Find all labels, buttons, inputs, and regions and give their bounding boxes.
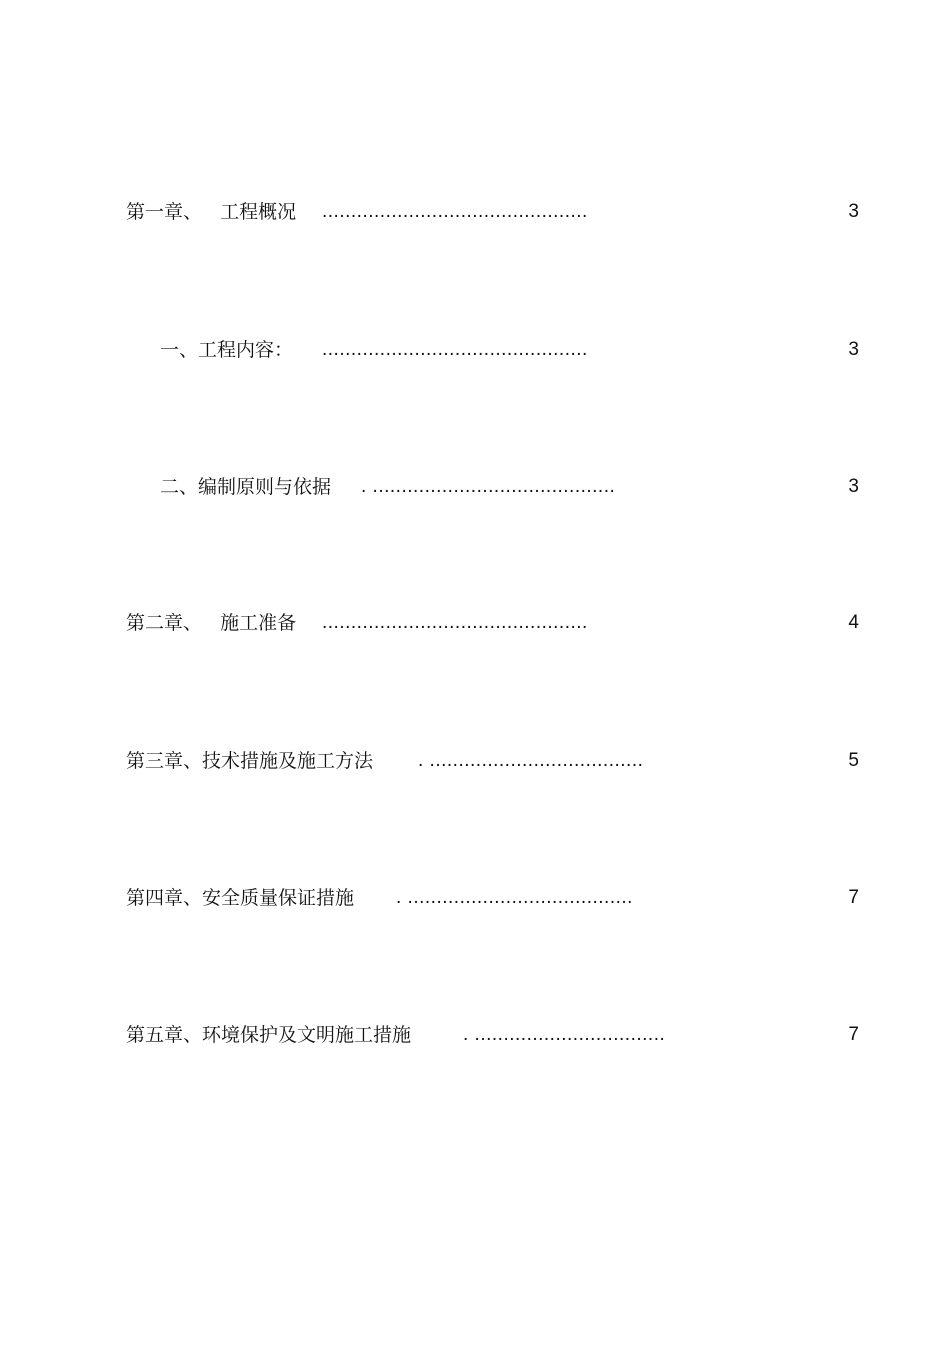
toc-dot-leader: . .....................................	[418, 750, 644, 771]
toc-dot-leader: . .................................	[463, 1024, 666, 1045]
toc-entry-chapter-4[interactable]	[0, 883, 950, 913]
toc-page-number: 7	[848, 1024, 859, 1045]
toc-page-number: 3	[848, 476, 859, 497]
toc-dot-leader: ..............................................	[322, 339, 588, 360]
toc-entry-chapter-5[interactable]	[0, 1020, 950, 1050]
toc-dot-leader: ..............................................	[322, 201, 588, 222]
toc-entry-title: 二、编制原则与依据	[160, 476, 332, 498]
toc-entry-chapter-3[interactable]	[0, 746, 950, 776]
toc-dot-leader: ..............................................	[322, 612, 588, 633]
toc-page-number: 5	[848, 750, 859, 771]
toc-page-number: 3	[848, 201, 859, 222]
toc-page-number: 7	[848, 887, 859, 908]
toc-entry-section-1[interactable]	[0, 335, 950, 365]
toc-entry-title: 第五章、环境保护及文明施工措施	[126, 1024, 412, 1046]
toc-entry-title: 第三章、技术措施及施工方法	[126, 750, 374, 772]
toc-entry-title: 一、工程内容：	[160, 339, 294, 361]
toc-entry-chapter-2[interactable]	[0, 608, 950, 638]
toc-entry-section-2[interactable]	[0, 472, 950, 502]
toc-page-number: 4	[848, 612, 859, 633]
toc-entry-title: 第二章、 施工准备	[126, 612, 297, 634]
toc-dot-leader: . ..........................................	[361, 476, 616, 497]
toc-entry-chapter-1[interactable]	[0, 197, 950, 227]
toc-page-number: 3	[848, 339, 859, 360]
toc-entry-title: 第一章、 工程概况	[126, 201, 297, 223]
toc-entry-title: 第四章、安全质量保证措施	[126, 887, 355, 909]
toc-dot-leader: . .......................................	[396, 887, 633, 908]
